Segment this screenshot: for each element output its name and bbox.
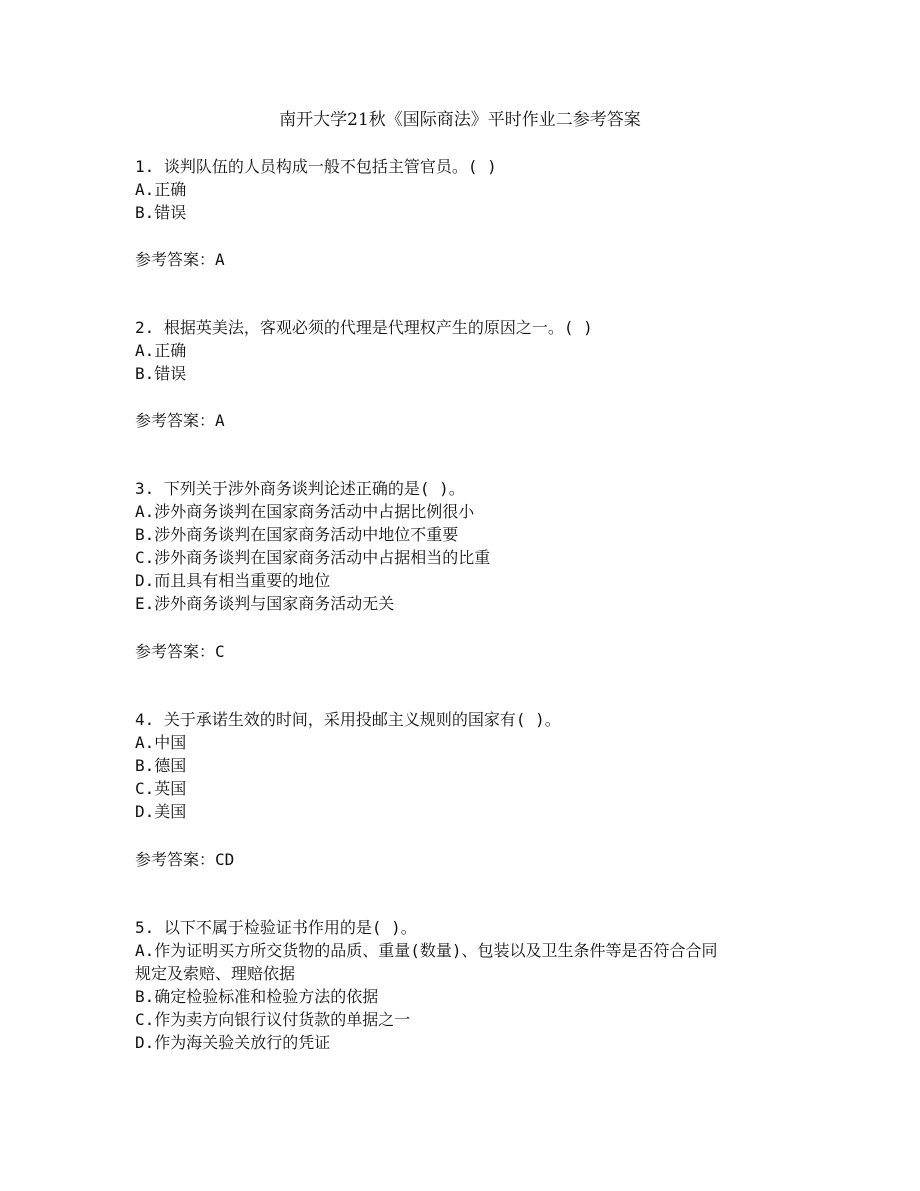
question-4-option-d: D.美国	[135, 802, 187, 821]
question-1-option-a: A.正确	[135, 180, 187, 199]
question-1-answer: 参考答案：A	[135, 250, 225, 269]
question-3-option-c: C.涉外商务谈判在国家商务活动中占据相当的比重	[135, 548, 491, 567]
question-5-option-a-continued: 规定及索赔、理赔依据	[135, 964, 296, 983]
question-4-option-b: B.德国	[135, 756, 187, 775]
document-title: 南开大学21秋《国际商法》平时作业二参考答案	[279, 110, 641, 130]
question-3-option-b: B.涉外商务谈判在国家商务活动中地位不重要	[135, 525, 459, 544]
question-4-stem: 4. 关于承诺生效的时间，采用投邮主义规则的国家有( )。	[135, 710, 561, 729]
question-3-answer: 参考答案：C	[135, 642, 225, 661]
question-2-option-b: B.错误	[135, 364, 187, 383]
question-1-stem: 1. 谈判队伍的人员构成一般不包括主管官员。( )	[135, 157, 497, 176]
question-4-answer: 参考答案：CD	[135, 850, 235, 869]
question-3-option-d: D.而且具有相当重要的地位	[135, 571, 331, 590]
question-1-option-b: B.错误	[135, 203, 187, 222]
question-5-stem: 5. 以下不属于检验证书作用的是( )。	[135, 918, 417, 937]
question-4-option-a: A.中国	[135, 733, 187, 752]
question-4-option-c: C.英国	[135, 779, 187, 798]
question-3-option-a: A.涉外商务谈判在国家商务活动中占据比例很小	[135, 502, 475, 521]
question-2-answer: 参考答案：A	[135, 411, 225, 430]
question-2-stem: 2. 根据英美法，客观必须的代理是代理权产生的原因之一。( )	[135, 318, 593, 337]
question-5-option-b: B.确定检验标准和检验方法的依据	[135, 987, 379, 1006]
question-5-option-a: A.作为证明买方所交货物的品质、重量(数量)、包装以及卫生条件等是否符合合同	[135, 941, 718, 960]
question-3-option-e: E.涉外商务谈判与国家商务活动无关	[135, 594, 395, 613]
question-5-option-d: D.作为海关验关放行的凭证	[135, 1033, 331, 1052]
question-3-stem: 3. 下列关于涉外商务谈判论述正确的是( )。	[135, 479, 465, 498]
question-5-option-c: C.作为卖方向银行议付货款的单据之一	[135, 1010, 411, 1029]
question-2-option-a: A.正确	[135, 341, 187, 360]
